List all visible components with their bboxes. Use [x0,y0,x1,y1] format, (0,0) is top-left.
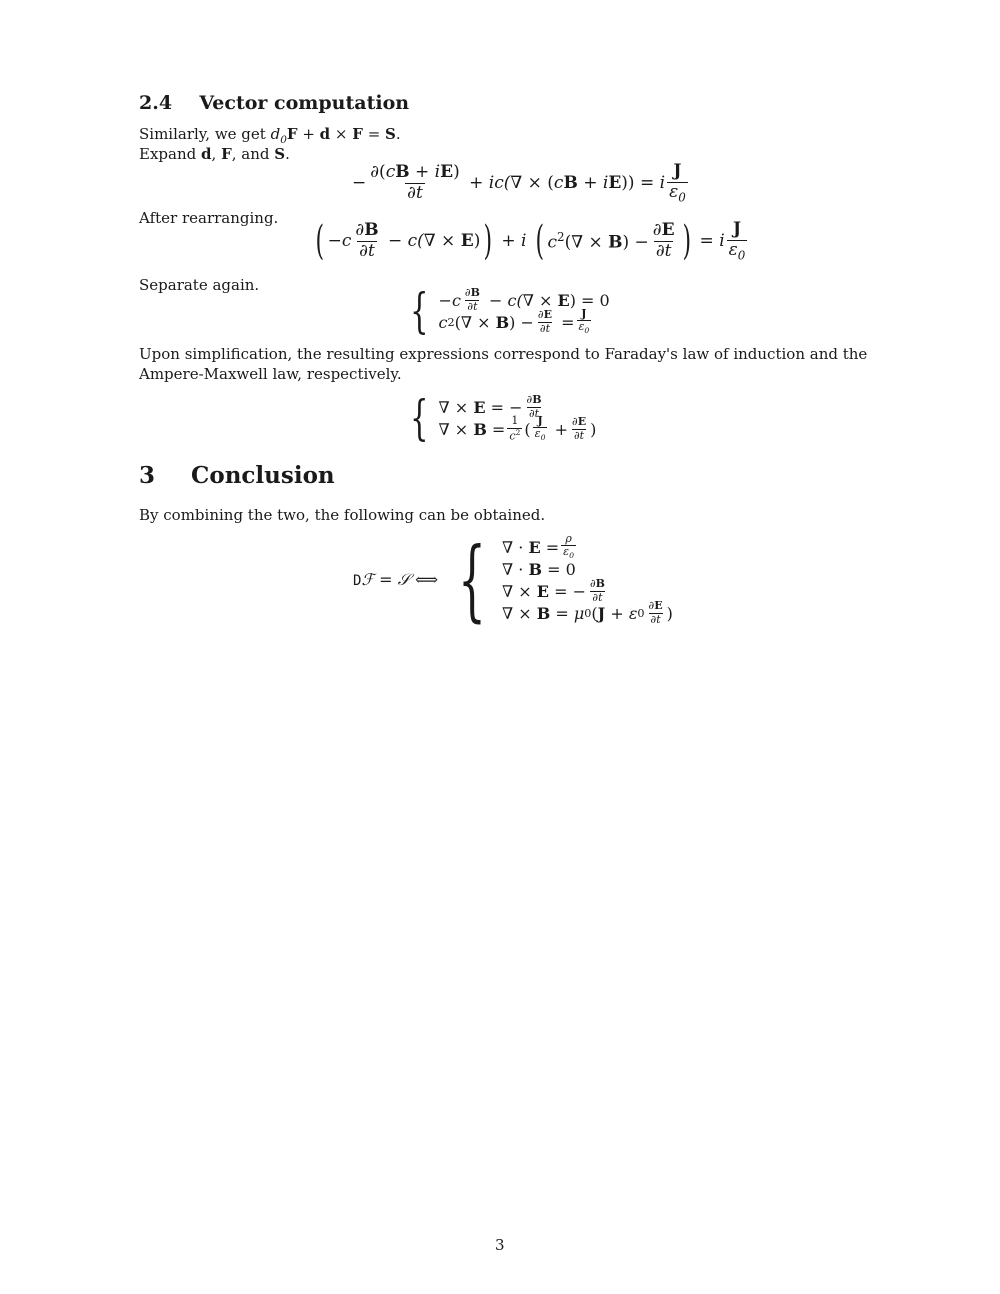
paragraph-upon-line2: Ampere-Maxwell law, respectively. [139,365,402,383]
text-sep: , and [231,145,270,163]
page-number: 3 [495,1236,505,1254]
section-number: 2.4 [139,92,173,114]
paragraph-conclusion: By combining the two, the following can be obtained. [139,506,546,524]
paragraph-similarly: Similarly, we get $d_0F + d \times F = S$. [139,125,401,146]
text-end: . [285,145,290,163]
section-heading-2-4 [139,92,409,114]
text-expand: Expand [139,145,197,163]
paragraph-after-rearranging: After rearranging. [139,209,279,227]
paragraph-expand: Expand d, F, and S. [139,145,290,163]
math-inline-d0F: $d_0F + d \times F = S$ [270,125,396,146]
paragraph-upon-line1: Upon simplification, the resulting expressions correspond to Faraday's law of induction and the [139,345,868,363]
paragraph-separate-again: Separate again. [139,276,260,294]
equation-maxwell-system: Dℱ = 𝒮 ⟺ { ∇ · E = $\frac{\rho}{\varepsilon_0}$ ∇ · B = 0 ∇ × E = − $\frac{\partial B}{\partial t}$ ∇ × B = μ 0 ( J + ε 0 $\frac{\partial E}{\partial t}$ ) [353,528,673,631]
equation-system-separated: { − c $\frac{\partial B}{\partial t}$ − c(∇ × E) = 0 c 2 (∇ × B ) − $\frac{\partial E}{\partial t}$ = $\frac{J}{\varepsilon_0}$ [410,283,610,339]
section-title: Conclusion [191,462,335,489]
text-similarly: Similarly, we get [139,125,266,143]
section-number: 3 [139,462,156,489]
text-sep: , [211,145,217,163]
math-dirac-form: Dℱ = 𝒮 ⟺ [353,570,439,589]
equation-system-maxwell-curl: { ∇ × E = − $\frac{\partial B}{\partial t}$ ∇ × B = $\frac{1}{c^2}$ ( $\frac{J}{\varepsilon_0}$ + $\frac{\partial E}{\partial t}$ ) [410,390,597,446]
section-title: Vector computation [199,92,410,114]
equation-rearranged: ( − c $\frac{\partial B}{\partial t}$ − c(∇ × E) ) + i ( $c^2(\nabla \times B)$ − $\frac{\partial E}{\partial t}$ ) = i $\frac{J}{\varepsilon_0}$ [315,218,746,265]
section-heading-3 [139,462,335,489]
equation-expanded: − $\frac{\partial(cB + iE)}{\partial t}$ + ic(∇ × (cB + iE)) = i $\frac{J}{\varepsilon_0}$ [352,161,686,204]
